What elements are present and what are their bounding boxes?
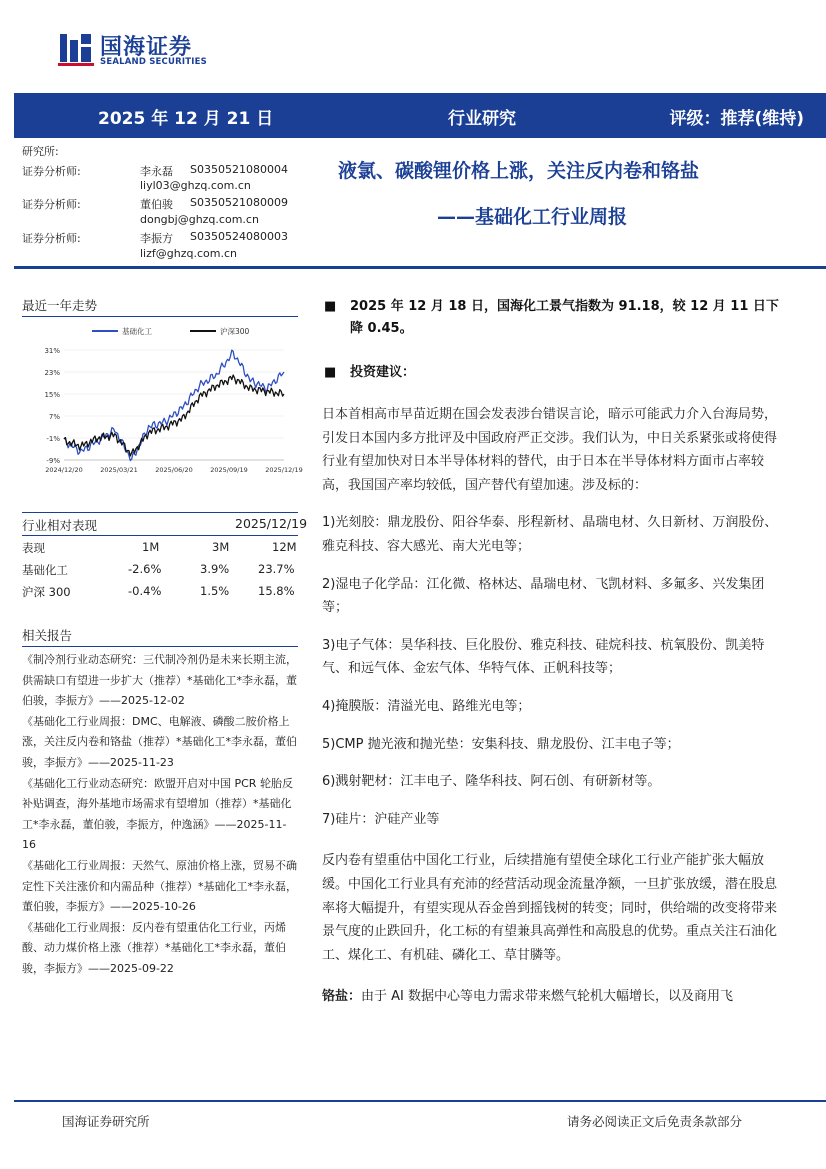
section-divider <box>22 535 298 536</box>
section-divider <box>22 512 298 513</box>
related-report-item[interactable]: 《基础化工行业周报：天然气、原油价格上涨，贸易不确定性下关注涨价和内需品种（推荐）*基础化工*李永磊，董伯骏，李振方》——2025-10-26 <box>22 858 297 914</box>
y-tick-label: 23% <box>44 369 60 377</box>
related-report-item[interactable]: 《基础化工行业周报：反内卷有望重估化工行业，丙烯酸、动力煤价格上涨（推荐）*基础化工*李永磊，董伯骏，李振方》——2025-09-22 <box>22 920 286 975</box>
target-list-item: 6)溅射靶材：江丰电子、隆华科技、阿石创、有研新材等。 <box>322 774 661 790</box>
perf-heading: 行业相对表现 <box>22 518 98 533</box>
logo-chinese-name: 国海证券 <box>100 35 193 60</box>
perf-date: 2025/12/19 <box>235 516 308 531</box>
y-tick-label: 15% <box>44 391 60 399</box>
anti-involution-paragraph: 反内卷有望重估中国化工行业，后续措施有望使全球化工行业产能扩张大幅放缓。中国化工行业具有充沛的经营活动现金流量净额，一旦扩张放缓，潜在股息率将大幅提升，有望实现从吞金兽到摇钱树的转变；同时，供给端的改变将带来景气度的止跌回升，化工标的有望兼具高弹性和高股息的优势。重点关注石油化工、煤化工、有机硅、磷化工、草甘膦等。 <box>322 853 778 963</box>
related-report-item[interactable]: 《基础化工行业动态研究：欧盟开启对中国 PCR 轮胎反补贴调查，海外基地市场需求有望增加（推荐）*基础化工*李永磊，董伯骏，李振方，仲逸涵》——2025-11-16 <box>22 776 293 852</box>
related-reports-list <box>22 650 298 980</box>
index-highlight: 2025 年 12 月 18 日，国海化工景气指数为 91.18，较 12 月 11 日下降 0.45。 <box>350 299 779 336</box>
perf-row-name: 沪深 300 <box>22 585 71 599</box>
section-divider <box>22 316 298 317</box>
analyst-role: 证券分析师: <box>22 165 81 178</box>
related-report-item[interactable]: 《制冷剂行业动态研究：三代制冷剂仍是未来长期主流，供需缺口有望进一步扩大（推荐）*基础化工*李永磊，董伯骏，李振方》——2025-12-02 <box>22 653 297 708</box>
y-tick-label: 31% <box>44 347 60 355</box>
analyst-email[interactable]: dongbj@ghzq.com.cn <box>140 213 259 226</box>
y-tick-label: -1% <box>46 435 60 443</box>
chrome-salt-paragraph <box>322 985 780 1009</box>
perf-value: -2.6% <box>128 562 162 576</box>
analyst-name: 李永磊 <box>140 165 173 178</box>
target-list-item: 1)光刻胶：鼎龙股份、阳谷华泰、彤程新材、晶瑞电材、久日新材、万润股份、雅克科技、容大感光、南大光电等； <box>322 515 778 554</box>
perf-col-header: 表现 <box>22 541 45 555</box>
x-tick-label: 2025/12/19 <box>265 466 303 474</box>
report-subtitle: ——基础化工行业周报 <box>437 206 628 228</box>
investment-advice-heading: 投资建议： <box>350 365 416 380</box>
report-rating: 评级：推荐(维持) <box>669 109 804 129</box>
analyst-email[interactable]: liyl03@ghzq.com.cn <box>140 179 251 192</box>
logo-english-name: SEALAND SECURITIES <box>100 57 207 67</box>
section-divider <box>22 646 298 647</box>
bullet-square-icon: ■ <box>324 299 337 314</box>
perf-value: 3.9% <box>200 562 230 576</box>
report-category: 行业研究 <box>448 109 516 129</box>
perf-value: 15.8% <box>258 584 295 598</box>
perf-value: 23.7% <box>258 562 295 576</box>
y-tick-label: -9% <box>46 457 60 465</box>
analyst-role: 证券分析师: <box>22 198 81 211</box>
target-list-item: 3)电子气体：昊华科技、巨化股份、雅克科技、硅烷科技、杭氧股份、凯美特气、和远气体、金宏气体、华特气体、正帆科技等； <box>322 637 765 677</box>
footer-disclaimer: 请务必阅读正文后免责条款部分 <box>567 1114 743 1129</box>
report-header-bar <box>14 93 826 138</box>
perf-col-header: 1M <box>142 540 160 554</box>
footer-institute: 国海证券研究所 <box>62 1114 150 1129</box>
trend-heading: 最近一年走势 <box>22 298 98 313</box>
perf-row-name: 基础化工 <box>22 563 68 577</box>
target-list-item: 7)硅片：沪硅产业等 <box>322 811 440 827</box>
analyst-name: 董伯骏 <box>140 198 173 211</box>
trend-line-chart <box>22 320 303 512</box>
footer-divider <box>14 1100 826 1102</box>
sealand-logo-icon <box>58 30 94 66</box>
header-divider <box>14 266 826 269</box>
x-tick-label: 2025/09/19 <box>210 466 248 474</box>
report-title: 液氯、碳酸锂价格上涨，关注反内卷和铬盐 <box>338 160 700 182</box>
target-list-item: 2)湿电子化学品：江化微、格林达、晶瑞电材、飞凯材料、多氟多、兴发集团等； <box>322 576 765 616</box>
perf-col-header: 3M <box>212 540 230 554</box>
related-report-item[interactable]: 《基础化工行业周报：DMC、电解液、磷酸二胺价格上涨，关注反内卷和铬盐（推荐）*基础化工*李永磊，董伯骏，李振方》——2025-11-23 <box>22 714 297 769</box>
x-tick-label: 2025/06/20 <box>155 466 193 474</box>
legend-label: 沪深300 <box>220 327 250 336</box>
perf-value: 1.5% <box>200 584 230 598</box>
perf-value: -0.4% <box>128 584 162 598</box>
related-heading: 相关报告 <box>22 628 73 643</box>
x-tick-label: 2025/03/21 <box>100 466 138 474</box>
research-institute-label: 研究所: <box>22 145 59 158</box>
target-list-item: 4)掩膜版：清溢光电、路维光电等； <box>322 698 531 714</box>
chrome-salt-text: 由于 AI 数据中心等电力需求带来燃气轮机大幅增长，以及商用飞 <box>361 989 734 1005</box>
analyst-license-id: S0350524080003 <box>190 230 288 243</box>
analyst-role: 证券分析师: <box>22 232 81 245</box>
advice-body <box>322 403 780 1009</box>
target-list-item: 5)CMP 抛光液和抛光垫：安集科技、鼎龙股份、江丰电子等； <box>322 736 680 752</box>
analyst-license-id: S0350521080004 <box>190 163 288 176</box>
perf-col-header: 12M <box>272 540 297 554</box>
chrome-salt-label: 铬盐： <box>322 989 362 1005</box>
advice-intro-paragraph: 日本首相高市早苗近期在国会发表涉台错误言论，暗示可能武力介入台海局势，引发日本国内多方批评及中国政府严正交涉。我们认为，中日关系紧张或将使得行业有望加快对日本半导体材料的替代，由于日本在半导体材料方面市占率较高，我国国产率均较低，国产替代有望加速。涉及标的： <box>322 407 778 493</box>
report-date: 2025 年 12 月 21 日 <box>98 109 274 129</box>
y-tick-label: 7% <box>48 413 60 421</box>
analyst-name: 李振方 <box>140 232 173 245</box>
analyst-license-id: S0350521080009 <box>190 196 288 209</box>
bullet-square-icon: ■ <box>324 365 337 380</box>
x-tick-label: 2024/12/20 <box>45 466 83 474</box>
legend-label: 基础化工 <box>122 327 152 336</box>
analyst-email[interactable]: lizf@ghzq.com.cn <box>140 247 237 260</box>
